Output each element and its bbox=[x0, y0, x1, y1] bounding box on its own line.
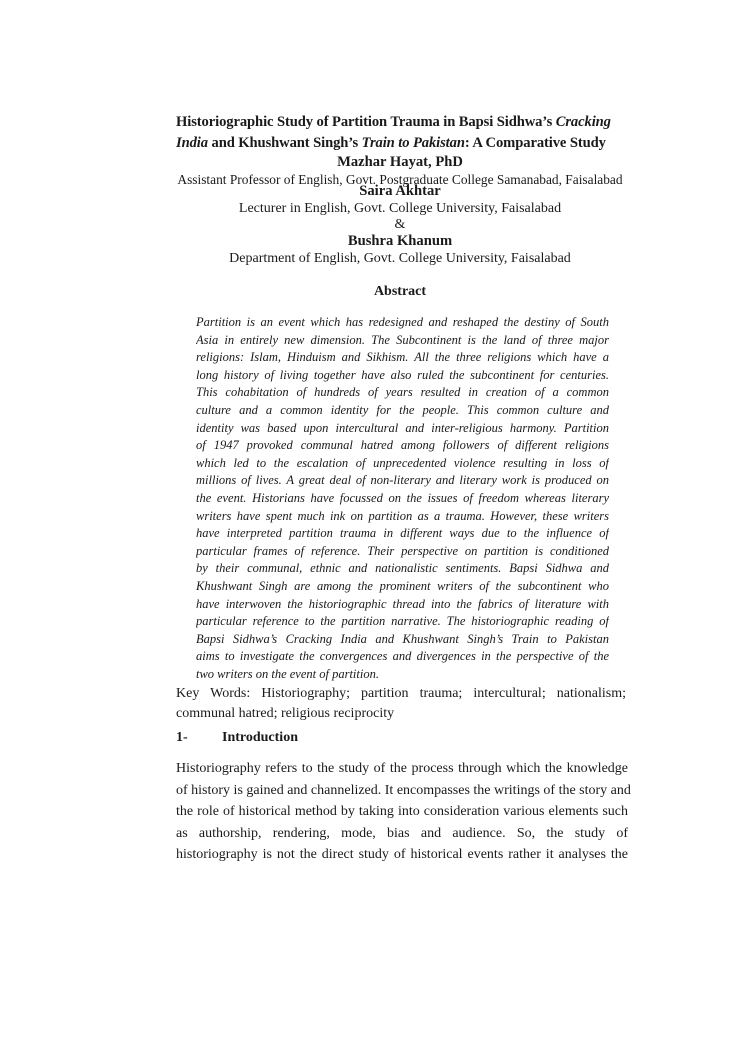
abstract-line: aims to investigate the convergences and divergences in the perspective of the bbox=[196, 649, 609, 664]
section-heading bbox=[176, 730, 298, 746]
abstract-line: of 1947 provoked communal hatred among followers of different religions bbox=[196, 438, 609, 453]
title-line-2 bbox=[176, 133, 628, 154]
title-text: Historiographic Study of Partition Trauma in Bapsi Sidhwa’s bbox=[176, 114, 556, 130]
abstract-line: long history of living together have also ruled the subcontinent for centuries. bbox=[196, 367, 609, 382]
section-title: Introduction bbox=[222, 730, 298, 745]
abstract-line: the event. Historians have focussed on the issues of freedom whereas literary bbox=[196, 490, 609, 505]
paragraph-line: Historiography refers to the study of the process through which the knowledge bbox=[176, 761, 628, 776]
abstract-line: particular reference to the partition narrative. The historiographic reading of bbox=[196, 614, 609, 629]
abstract-line: Bapsi Sidhwa’s Cracking India and Khushwant Singh’s Train to Pakistan bbox=[196, 631, 609, 646]
abstract-line: Khushwant Singh are among the prominent writers of the subcontinent who bbox=[196, 578, 609, 593]
title-italic-text: India bbox=[176, 135, 208, 151]
abstract-line: millions of lives. A great deal of non-literary and literary work is produced on bbox=[196, 473, 609, 488]
abstract-line: culture and a common identity for the people. This common culture and bbox=[196, 402, 609, 417]
abstract-line: religions: Islam, Hinduism and Sikhism. All the three religions which have a bbox=[196, 350, 609, 365]
abstract-line: particular frames of reference. Their perspective on partition is conditioned bbox=[196, 543, 609, 558]
title-line-1 bbox=[176, 112, 628, 133]
abstract-line: have interwoven the historiographic thread into the fabrics of literature with bbox=[196, 596, 609, 611]
abstract-line: have interpreted partition trauma in different ways due to the influence of bbox=[196, 526, 609, 541]
abstract-line: by their communal, ethnic and nationalistic sentiments. Bapsi Sidhwa and bbox=[196, 561, 609, 576]
paragraph-line: historiography is not the direct study of historical events rather it analyses the bbox=[176, 847, 628, 862]
abstract-heading: Abstract bbox=[373, 284, 427, 299]
abstract-body bbox=[196, 314, 609, 683]
keywords bbox=[176, 684, 626, 724]
title-text: and Khushwant Singh’s bbox=[207, 135, 362, 151]
title-text: : A Comparative Study bbox=[464, 135, 606, 151]
abstract-line: writers have spent much ink on partition as a trauma. However, these writers bbox=[196, 508, 609, 523]
author-affiliation: Lecturer in English, Govt. College University, Faisalabad bbox=[238, 201, 562, 216]
abstract-line: identity was based upon intercultural and inter-religious harmony. Partition bbox=[196, 420, 609, 435]
author-affiliation: Department of English, Govt. College University, Faisalabad bbox=[229, 251, 571, 266]
author-name: Saira Akhtar bbox=[359, 183, 441, 199]
paragraph-line: of history is gained and channelized. It encompasses the writings of the story and bbox=[176, 782, 631, 798]
title-italic-text: Cracking bbox=[555, 114, 611, 130]
abstract-line: which led to the escalation of unprecedented violence resulting in loss of bbox=[196, 455, 609, 470]
author-separator: & bbox=[394, 217, 406, 232]
abstract-line: This cohabitation of hundreds of years resulted in creation of a common bbox=[196, 385, 609, 400]
keywords-line: communal hatred; religious reciprocity bbox=[176, 706, 395, 721]
abstract-line: two writers on the event of partition. bbox=[196, 666, 379, 681]
paragraph-line: as authorship, rendering, mode, bias and audience. So, the study of bbox=[176, 825, 628, 841]
author-name: Mazhar Hayat, PhD bbox=[337, 154, 463, 170]
paragraph-line: the role of historical method by taking into consideration various elements such bbox=[176, 804, 628, 819]
section-number: 1- bbox=[176, 730, 188, 745]
author-affiliation: Assistant Professor of English, Govt. Postgraduate College Samanabad, Faisalabad bbox=[177, 172, 623, 187]
author-name: Bushra Khanum bbox=[347, 233, 453, 249]
keywords-line: Key Words: Historiography; partition trauma; intercultural; nationalism; bbox=[176, 686, 626, 701]
title-italic-text: Train to Pakistan bbox=[361, 135, 465, 151]
abstract-line: Partition is an event which has redesigned and reshaped the destiny of South bbox=[196, 315, 609, 329]
introduction-paragraph bbox=[176, 758, 631, 866]
abstract-line: Asia in entirely new dimension. The Subcontinent is the land of three major bbox=[196, 332, 609, 347]
paper-title bbox=[176, 112, 628, 154]
